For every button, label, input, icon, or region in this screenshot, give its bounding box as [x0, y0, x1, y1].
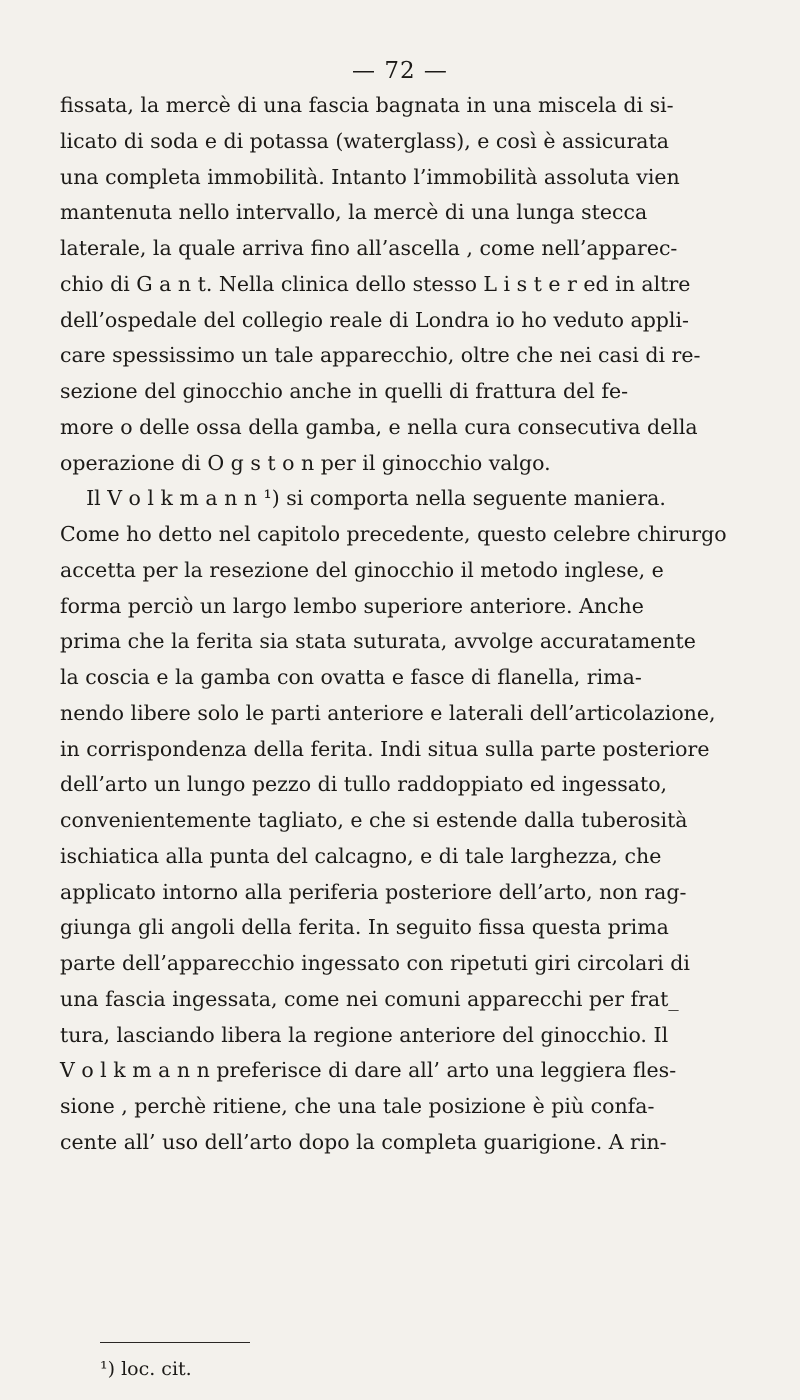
text-line: V o l k m a n n preferisce di dare all’ arto una leggiera fles-	[60, 1058, 677, 1083]
body-text	[60, 88, 760, 1161]
text-line: in corrispondenza della ferita. Indi situa sulla parte posteriore	[60, 736, 710, 761]
text-line: sione , perchè ritiene, che una tale posizione è più confa-	[60, 1094, 655, 1118]
text-line: convenientemente tagliato, e che si estende dalla tuberosità	[60, 808, 688, 832]
text-line: sezione del ginocchio anche in quelli di frattura del fe-	[60, 379, 629, 403]
text-line: mantenuta nello intervallo, la mercè di una lunga stecca	[60, 200, 648, 225]
text-line: dell’ospedale del collegio reale di Londra io ho veduto appli-	[60, 307, 689, 332]
text-line: parte dell’apparecchio ingessato con ripetuti giri circolari di	[60, 951, 690, 975]
footnote: ¹) loc. cit.	[100, 1358, 192, 1380]
text-line: nendo libere solo le parti anteriore e laterali dell’articolazione,	[60, 700, 716, 725]
text-line: accetta per la resezione del ginocchio il metodo inglese, e	[60, 557, 664, 582]
text-line: Il V o l k m a n n ¹) si comporta nella seguente maniera.	[60, 486, 666, 511]
text-line: la coscia e la gamba con ovatta e fasce di flanella, rima-	[60, 665, 642, 689]
text-line: care spessissimo un tale apparecchio, oltre che nei casi di re-	[60, 343, 701, 368]
text-line: more o delle ossa della gamba, e nella cura consecutiva della	[60, 414, 698, 439]
text-line: Come ho detto nel capitolo precedente, questo celebre chirurgo	[60, 522, 727, 546]
text-line: ischiatica alla punta del calcagno, e di tale larghezza, che	[60, 843, 662, 868]
text-line: una completa immobilità. Intanto l’immobilità assoluta vien	[60, 164, 680, 189]
footnote-divider	[100, 1342, 250, 1343]
text-line: forma perciò un largo lembo superiore anteriore. Anche	[60, 593, 644, 618]
text-line: dell’arto un lungo pezzo di tullo raddoppiato ed ingessato,	[60, 772, 668, 797]
text-line: prima che la ferita sia stata suturata, avvolge accuratamente	[60, 629, 696, 654]
text-line: fissata, la mercè di una fascia bagnata in una miscela di si-	[60, 93, 674, 117]
page-number: — 72 —	[352, 58, 448, 84]
text-line: tura, lasciando libera la regione anteriore del ginocchio. Il	[60, 1022, 669, 1047]
text-line: cente all’ uso dell’arto dopo la completa guarigione. A rin-	[60, 1129, 667, 1154]
text-line: operazione di O g s t o n per il ginocchio valgo.	[60, 450, 551, 475]
text-line: laterale, la quale arriva fino all’ascella , come nell’apparec-	[60, 236, 678, 260]
text-line: applicato intorno alla periferia posteriore dell’arto, non rag-	[60, 879, 687, 904]
text-line: chio di G a n t. Nella clinica dello stesso L i s t e r ed in altre	[60, 271, 691, 296]
text-line: giunga gli angoli della ferita. In seguito fissa questa prima	[60, 915, 669, 940]
text-line: una fascia ingessata, come nei comuni apparecchi per frat_	[60, 986, 679, 1011]
text-line: licato di soda e di potassa (waterglass), e così è assicurata	[60, 128, 669, 153]
